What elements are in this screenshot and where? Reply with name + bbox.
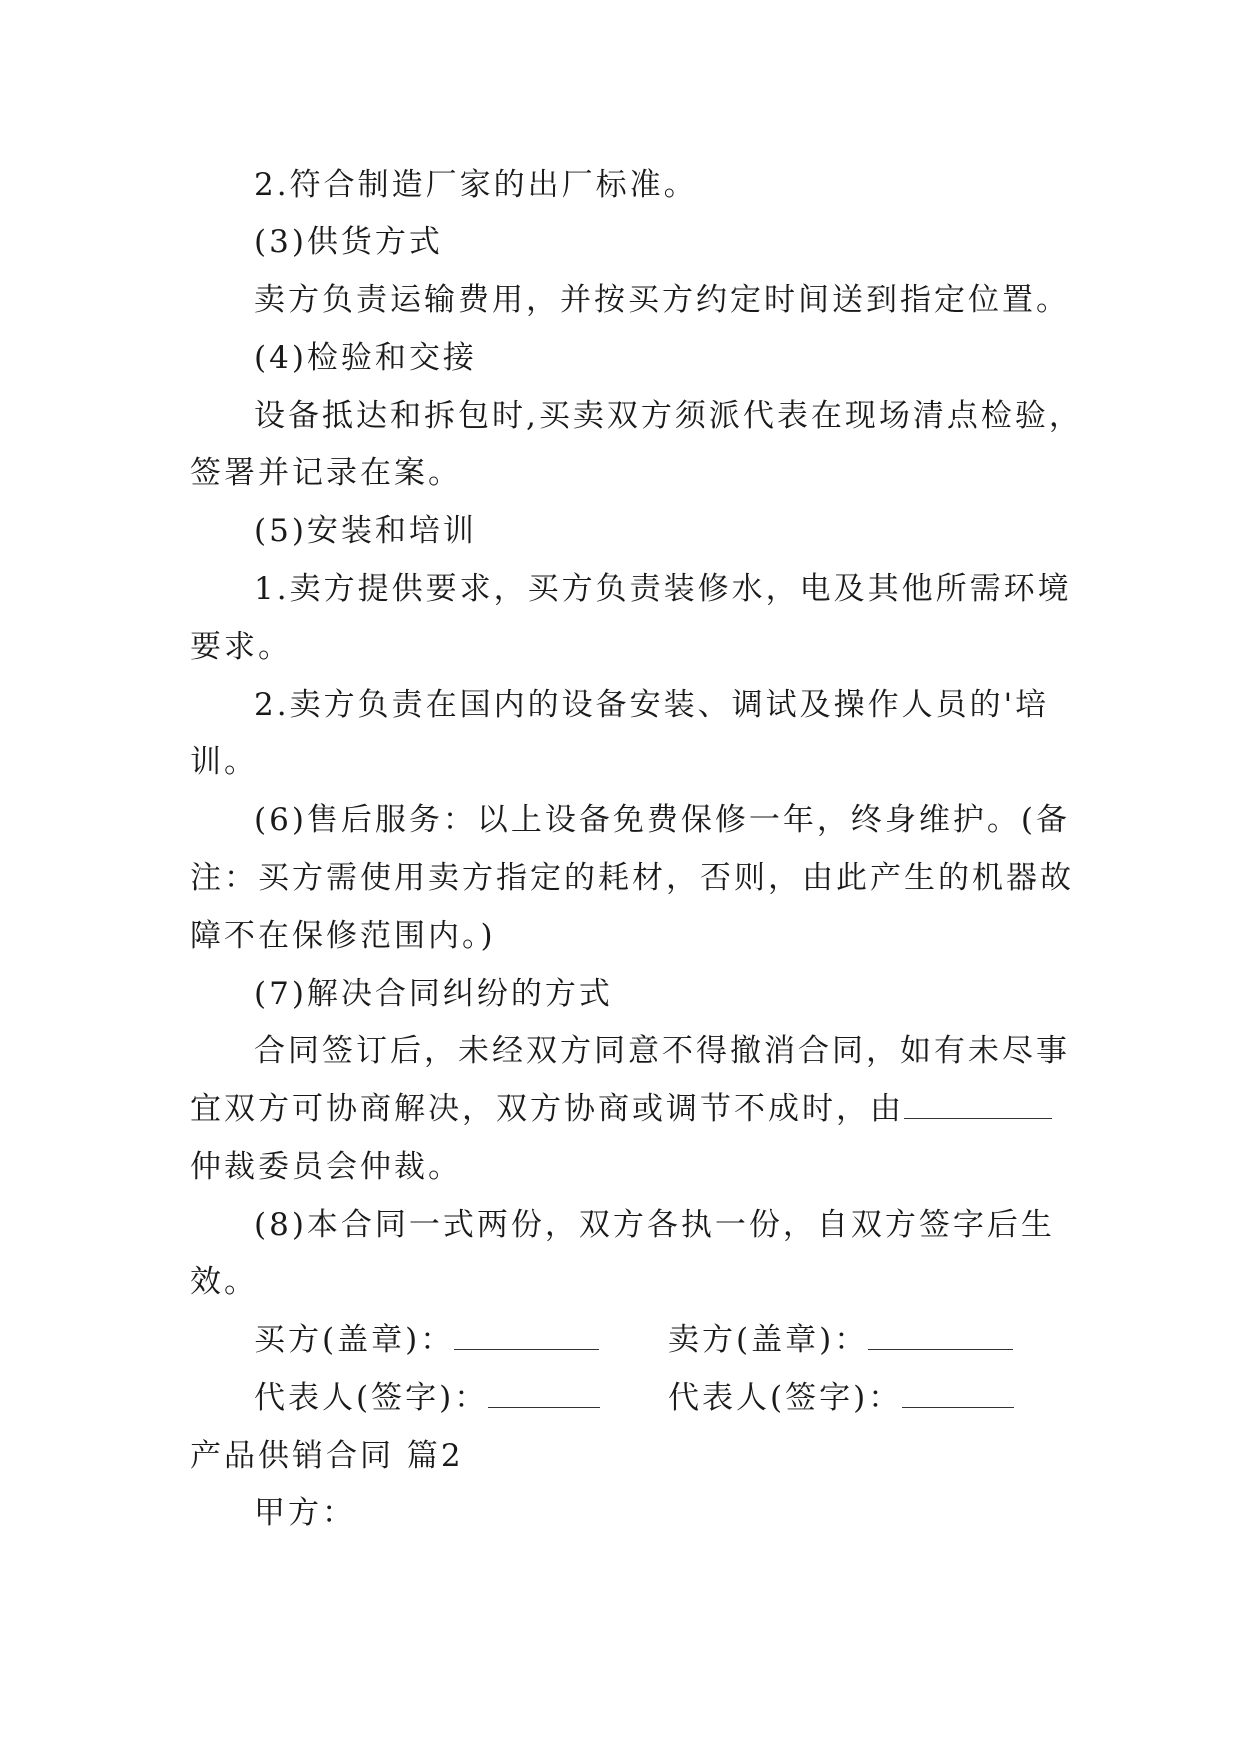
text-line: 仲裁委员会仲裁。 [190, 1149, 462, 1185]
buyer-rep-line [254, 1378, 600, 1418]
section-heading: (5)安装和培训 [254, 513, 477, 549]
text-line: (6)售后服务：以上设备免费保修一年，终身维护。(备 [254, 802, 1071, 838]
buyer-seal-label: 买方(盖章)： [254, 1322, 455, 1358]
text-line: 签署并记录在案。 [190, 455, 462, 491]
text-line: 训。 [190, 744, 258, 780]
text-line: 效。 [190, 1264, 258, 1300]
text-line [190, 1089, 1052, 1129]
signature-blank [868, 1325, 1013, 1350]
text-line: 障不在保修范围内。) [190, 918, 496, 954]
signature-blank [488, 1383, 600, 1408]
signature-blank [902, 1383, 1014, 1408]
text-line: 卖方负责运输费用，并按买方约定时间送到指定位置。 [254, 282, 1070, 318]
text-line: 1.卖方提供要求，买方负责装修水，电及其他所需环境 [254, 571, 1072, 607]
party-a-label: 甲方： [254, 1495, 356, 1531]
fill-in-blank [904, 1094, 1052, 1119]
seller-seal-line [668, 1320, 1013, 1360]
seller-rep-label: 代表人(签字)： [668, 1380, 903, 1416]
seller-seal-label: 卖方(盖章)： [668, 1322, 869, 1358]
section-heading: (7)解决合同纠纷的方式 [254, 976, 613, 1012]
text-line: (8)本合同一式两份，双方各执一份，自双方签字后生 [254, 1207, 1055, 1243]
seller-rep-line [668, 1378, 1014, 1418]
text-line: 注：买方需使用卖方指定的耗材，否则，由此产生的机器故 [190, 860, 1074, 896]
text-line: 设备抵达和拆包时,买卖双方须派代表在现场清点检验， [254, 398, 1083, 434]
signature-blank [454, 1325, 599, 1350]
text-line: 合同签订后，未经双方同意不得撤消合同，如有未尽事 [254, 1033, 1070, 1069]
section-heading: (4)检验和交接 [254, 340, 477, 376]
buyer-rep-label: 代表人(签字)： [254, 1380, 489, 1416]
buyer-seal-line [254, 1320, 599, 1360]
text-segment: 宜双方可协商解决，双方协商或调节不成时，由 [190, 1091, 904, 1127]
section-title: 产品供销合同 篇2 [190, 1438, 464, 1474]
text-line: 2.卖方负责在国内的设备安装、调试及操作人员的'培 [254, 687, 1050, 723]
text-line: 2.符合制造厂家的出厂标准。 [254, 167, 698, 203]
section-heading: (3)供货方式 [254, 224, 443, 260]
text-line: 要求。 [190, 629, 292, 665]
